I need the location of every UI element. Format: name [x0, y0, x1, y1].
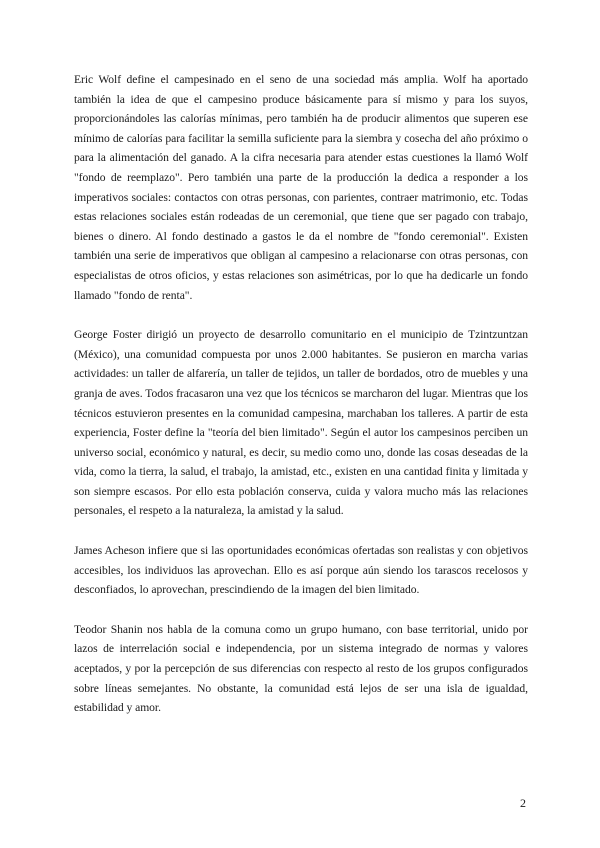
paragraph-shanin: Teodor Shanin nos habla de la comuna como un grupo humano, con base territorial, unido por lazos de interrelación social e independencia, por un sistema integrado de normas y valores aceptados, y por la percepción de sus diferencias con respecto al resto de los grupos configurados sobre líneas semejantes. No obstante, la comunidad está lejos de ser una isla de igualdad, estabilidad y amor. [74, 622, 528, 715]
document-body [74, 70, 528, 738]
paragraph-wolf: Eric Wolf define el campesinado en el seno de una sociedad más amplia. Wolf ha aportado también la idea de que el campesino produce básicamente para sí mismo y para los suyos, proporcionándoles las calorías mínimas, pero también ha de producir alimentos que superen ese mínimo de calorías para facilitar la semilla suficiente para la siembra y cosecha del año próximo o para la alimentación del ganado. A la cifra necesaria para atender estas cuestiones la llamó Wolf "fondo de reemplazo". Pero también una parte de la producción la dedica a responder a los imperativos sociales: contactos con otras personas, con parientes, contraer matrimonio, etc. Todas estas relaciones sociales están rodeadas de un ceremonial, que tiene que ser pagado con trabajo, bienes o dinero. Al fondo destinado a gastos le da el nombre de "fondo ceremonial". Existen también una serie de imperativos que obligan al campesino a relacionarse con otras personas, con especialistas de otros oficios, y estas relaciones son asimétricas, por lo que ha dedicarle un fondo llamado "fondo de renta". [74, 73, 528, 302]
paragraph-foster: George Foster dirigió un proyecto de desarrollo comunitario en el municipio de Tzintzuntzan (México), una comunidad compuesta por unos 2.000 habitantes. Se pusieron en marcha varias actividades: un taller de alfarería, un taller de tejidos, un taller de bordados, otro de muebles y una granja de aves. Todos fracasaron una vez que los técnicos se marcharon del lugar. Mientras que los técnicos estuvieron presentes en la comunidad campesina, marchaban los talleres. A partir de esta experiencia, Foster define la "teoría del bien limitado". Según el autor los campesinos perciben un universo social, económico y natural, es decir, su medio como uno, donde las cosas deseadas de la vida, como la tierra, la salud, el trabajo, la amistad, etc., existen en una cantidad finita y limitada y son siempre escasos. Por ello esta población conserva, cuida y valora mucho más las relaciones personales, el respeto a la naturaleza, la amistad y la salud. [74, 328, 528, 518]
paragraph-acheson: James Acheson infiere que si las oportunidades económicas ofertadas son realistas y con objetivos accesibles, los individuos las aprovechan. Ello es así porque aún siendo los tarascos recelosos y desconfiados, lo aprovechan, prescindiendo de la imagen del bien limitado. [74, 544, 528, 597]
page-number: 2 [520, 796, 526, 810]
